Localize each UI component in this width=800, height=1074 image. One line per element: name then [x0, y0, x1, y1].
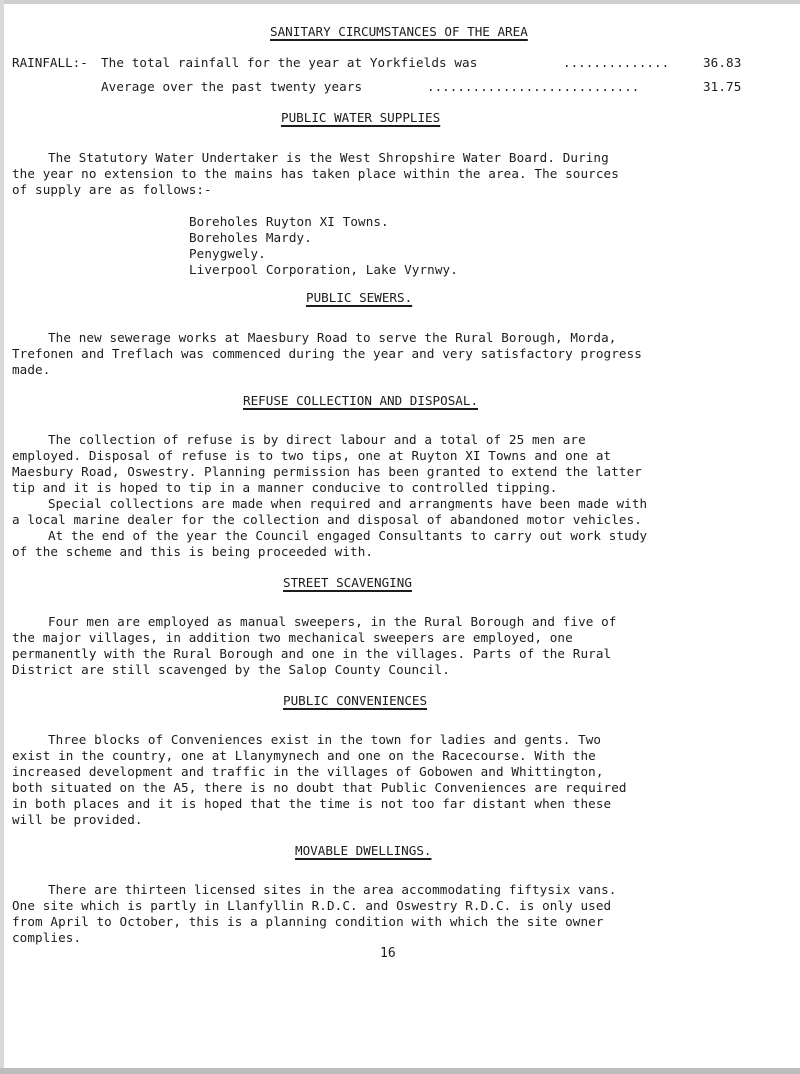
scan-edge-left [0, 0, 4, 1074]
rainfall-label: RAINFALL:- [12, 55, 88, 70]
water-line: The Statutory Water Undertaker is the West Shropshire Water Board. During [48, 150, 609, 165]
water-source: Boreholes Mardy. [189, 230, 312, 245]
refuse-line: employed. Disposal of refuse is to two tips, one at Ruyton XI Towns and one at [12, 448, 612, 463]
sewers-line: made. [12, 362, 51, 377]
water-source: Liverpool Corporation, Lake Vyrnwy. [189, 262, 458, 277]
rainfall-total-dots: .............. [563, 55, 670, 70]
sewers-line: Trefonen and Treflach was commenced during the year and very satisfactory progress [12, 346, 642, 361]
street-line: District are still scavenged by the Salop County Council. [12, 662, 450, 677]
conveniences-line: increased development and traffic in the villages of Gobowen and Whittington, [12, 764, 604, 779]
page-title: SANITARY CIRCUMSTANCES OF THE AREA [270, 24, 528, 39]
page-number: 16 [380, 946, 396, 961]
refuse-line: Maesbury Road, Oswestry. Planning permission has been granted to extend the latter [12, 464, 642, 479]
rainfall-total-value: 36.83 [703, 55, 742, 70]
water-heading: PUBLIC WATER SUPPLIES [281, 110, 441, 125]
scan-edge-top [0, 0, 800, 4]
dwellings-line: One site which is partly in Llanfyllin R.D.C. and Oswestry R.D.C. is only used [12, 898, 612, 913]
conveniences-line: both situated on the A5, there is no doubt that Public Conveniences are required [12, 780, 627, 795]
street-heading: STREET SCAVENGING [283, 575, 412, 590]
water-line: of supply are as follows:- [12, 182, 212, 197]
refuse-line: At the end of the year the Council engaged Consultants to carry out work study [48, 528, 648, 543]
water-source: Boreholes Ruyton XI Towns. [189, 214, 389, 229]
street-line: the major villages, in addition two mechanical sweepers are employed, one [12, 630, 573, 645]
rainfall-average-dots: ............................ [427, 79, 640, 94]
refuse-line: of the scheme and this is being proceeded with. [12, 544, 374, 559]
rainfall-average-value: 31.75 [703, 79, 742, 94]
conveniences-line: exist in the country, one at Llanymynech and one on the Racecourse. With the [12, 748, 596, 763]
conveniences-heading: PUBLIC CONVENIENCES [283, 693, 428, 708]
rainfall-total-text: The total rainfall for the year at Yorkfields was [101, 55, 478, 70]
refuse-line: tip and it is hoped to tip in a manner conducive to controlled tipping. [12, 480, 558, 495]
street-line: Four men are employed as manual sweepers, in the Rural Borough and five of [48, 614, 617, 629]
rainfall-average-text: Average over the past twenty years [101, 79, 363, 94]
dwellings-line: There are thirteen licensed sites in the area accommodating fiftysix vans. [48, 882, 617, 897]
refuse-line: a local marine dealer for the collection and disposal of abandoned motor vehicles. [12, 512, 642, 527]
conveniences-line: Three blocks of Conveniences exist in the town for ladies and gents. Two [48, 732, 602, 747]
scan-edge-bottom [0, 1068, 800, 1074]
dwellings-heading: MOVABLE DWELLINGS. [295, 843, 432, 858]
sewers-heading: PUBLIC SEWERS. [306, 290, 413, 305]
conveniences-line: will be provided. [12, 812, 143, 827]
street-line: permanently with the Rural Borough and one in the villages. Parts of the Rural [12, 646, 612, 661]
dwellings-line: complies. [12, 930, 82, 945]
water-source: Penygwely. [189, 246, 266, 261]
refuse-line: Special collections are made when required and arrangments have been made with [48, 496, 648, 511]
dwellings-line: from April to October, this is a planning condition with which the site owner [12, 914, 604, 929]
conveniences-line: in both places and it is hoped that the time is not too far distant when these [12, 796, 612, 811]
refuse-line: The collection of refuse is by direct labour and a total of 25 men are [48, 432, 586, 447]
water-line: the year no extension to the mains has taken place within the area. The sources [12, 166, 619, 181]
refuse-heading: REFUSE COLLECTION AND DISPOSAL. [243, 393, 479, 408]
sewers-line: The new sewerage works at Maesbury Road to serve the Rural Borough, Morda, [48, 330, 617, 345]
